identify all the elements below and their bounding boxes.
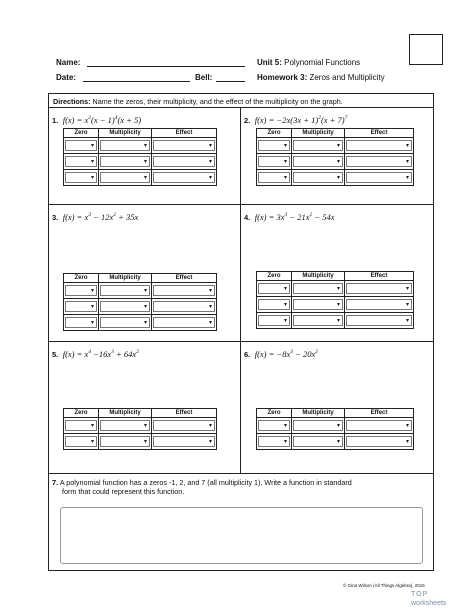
effect-dropdown[interactable]: ▾ xyxy=(153,301,215,312)
zero-dropdown[interactable]: ▾ xyxy=(65,285,97,296)
zero-dropdown[interactable]: ▾ xyxy=(258,315,290,326)
copyright: © Gina Wilson (All Things Algebra), 2015 xyxy=(343,583,425,588)
effect-dropdown[interactable]: ▾ xyxy=(346,156,412,167)
col-multiplicity: Multiplicity xyxy=(292,409,345,418)
zero-dropdown[interactable]: ▾ xyxy=(258,172,290,183)
effect-dropdown[interactable]: ▾ xyxy=(346,172,412,183)
divider xyxy=(48,107,434,108)
column-divider xyxy=(240,107,241,473)
problem-2-prompt: 2. $f(x) = -2x(3x + 1)^2(x + 7)^7$ xyxy=(244,115,348,125)
zero-dropdown[interactable]: ▾ xyxy=(258,436,290,447)
effect-dropdown[interactable]: ▾ xyxy=(153,285,215,296)
col-multiplicity: Multiplicity xyxy=(292,272,345,281)
multiplicity-dropdown[interactable]: ▾ xyxy=(100,156,150,167)
effect-dropdown[interactable]: ▾ xyxy=(346,140,412,151)
table-row xyxy=(257,170,414,186)
multiplicity-dropdown[interactable]: ▾ xyxy=(100,420,150,431)
col-zero: Zero xyxy=(257,272,292,281)
col-zero: Zero xyxy=(257,409,292,418)
col-zero: Zero xyxy=(64,409,99,418)
multiplicity-dropdown[interactable]: ▾ xyxy=(100,301,150,312)
zero-dropdown[interactable]: ▾ xyxy=(258,156,290,167)
col-zero: Zero xyxy=(257,129,292,138)
problem-4-prompt: 4. $f(x) = 3x^3 - 21x^2 - 54x$ xyxy=(244,212,335,222)
zero-dropdown[interactable]: ▾ xyxy=(65,317,97,328)
col-multiplicity: Multiplicity xyxy=(99,129,152,138)
effect-dropdown[interactable]: ▾ xyxy=(346,315,412,326)
multiplicity-dropdown[interactable]: ▾ xyxy=(100,317,150,328)
zero-dropdown[interactable]: ▾ xyxy=(258,283,290,294)
table-row xyxy=(64,434,217,450)
zero-dropdown[interactable]: ▾ xyxy=(65,156,97,167)
col-effect: Effect xyxy=(152,129,217,138)
date-label: Date: xyxy=(56,73,77,82)
table-row xyxy=(257,297,414,313)
problem-1-table xyxy=(63,128,217,186)
effect-dropdown[interactable]: ▾ xyxy=(346,283,412,294)
multiplicity-dropdown[interactable]: ▾ xyxy=(293,299,343,310)
multiplicity-dropdown[interactable]: ▾ xyxy=(293,283,343,294)
col-effect: Effect xyxy=(345,272,414,281)
directions: Directions: Name the zeros, their multiplicity, and the effect of the multiplicity on the graph. xyxy=(53,97,343,106)
score-box xyxy=(409,34,443,65)
effect-dropdown[interactable]: ▾ xyxy=(346,436,412,447)
table-row xyxy=(64,170,217,186)
problem-4-table xyxy=(256,271,414,329)
unit-title: Unit 5: Polynomial Functions xyxy=(257,58,361,67)
table-row xyxy=(257,138,414,154)
col-multiplicity: Multiplicity xyxy=(99,274,152,283)
problem-6-table xyxy=(256,408,414,450)
effect-dropdown[interactable]: ▾ xyxy=(346,299,412,310)
watermark-top: TOP xyxy=(411,591,429,598)
problem-5-table xyxy=(63,408,217,450)
divider xyxy=(48,341,434,342)
col-effect: Effect xyxy=(152,409,217,418)
table-row xyxy=(64,299,217,315)
table-row xyxy=(64,283,217,299)
col-multiplicity: Multiplicity xyxy=(292,129,345,138)
effect-dropdown[interactable]: ▾ xyxy=(153,420,215,431)
bell-label: Bell: xyxy=(195,73,213,82)
col-zero: Zero xyxy=(64,274,99,283)
table-row xyxy=(64,315,217,331)
homework-title: Homework 3: Zeros and Multiplicity xyxy=(257,73,385,82)
effect-dropdown[interactable]: ▾ xyxy=(153,140,215,151)
problem-3-prompt: 3. $f(x) = x^3 - 12x^2 + 35x$ xyxy=(52,212,139,222)
multiplicity-dropdown[interactable]: ▾ xyxy=(293,436,343,447)
divider xyxy=(48,473,434,474)
multiplicity-dropdown[interactable]: ▾ xyxy=(293,315,343,326)
table-row xyxy=(64,154,217,170)
zero-dropdown[interactable]: ▾ xyxy=(65,140,97,151)
problem-2-table xyxy=(256,128,414,186)
zero-dropdown[interactable]: ▾ xyxy=(65,172,97,183)
table-row xyxy=(64,418,217,434)
watermark-bottom: worksheets xyxy=(411,600,447,607)
table-row xyxy=(257,281,414,297)
table-row xyxy=(257,154,414,170)
col-effect: Effect xyxy=(152,274,217,283)
problem-5-prompt: 5. $f(x) = x^4 -16x^3 + 64x^2$ xyxy=(52,349,139,359)
zero-dropdown[interactable]: ▾ xyxy=(65,436,97,447)
table-row xyxy=(257,418,414,434)
zero-dropdown[interactable]: ▾ xyxy=(65,301,97,312)
problem-6-prompt: 6. $f(x) = -8x^3 - 20x^2$ xyxy=(244,349,319,359)
col-effect: Effect xyxy=(345,129,414,138)
problem-1-prompt: 1. $f(x) = x^2(x - 1)^4(x + 5)$ xyxy=(52,115,142,125)
effect-dropdown[interactable]: ▾ xyxy=(153,156,215,167)
zero-dropdown[interactable]: ▾ xyxy=(258,420,290,431)
table-row xyxy=(257,434,414,450)
col-multiplicity: Multiplicity xyxy=(99,409,152,418)
zero-dropdown[interactable]: ▾ xyxy=(65,420,97,431)
table-row xyxy=(64,138,217,154)
multiplicity-dropdown[interactable]: ▾ xyxy=(100,172,150,183)
divider xyxy=(48,204,434,205)
problem-3-table xyxy=(63,273,217,331)
effect-dropdown[interactable]: ▾ xyxy=(346,420,412,431)
problem-7-prompt: 7. A polynomial function has a zeros -1, 2, and 7 (all multiplicity 1). Write a function in standard form that could represent this function. xyxy=(52,478,352,496)
date-field[interactable] xyxy=(83,81,190,82)
problem-7-answer-box[interactable] xyxy=(60,507,423,564)
name-field[interactable] xyxy=(87,66,245,67)
zero-dropdown[interactable]: ▾ xyxy=(258,299,290,310)
table-row xyxy=(257,313,414,329)
multiplicity-dropdown[interactable]: ▾ xyxy=(293,140,343,151)
name-label: Name: xyxy=(56,58,81,67)
effect-dropdown[interactable]: ▾ xyxy=(153,317,215,328)
multiplicity-dropdown[interactable]: ▾ xyxy=(100,436,150,447)
multiplicity-dropdown[interactable]: ▾ xyxy=(293,172,343,183)
multiplicity-dropdown[interactable]: ▾ xyxy=(100,140,150,151)
bell-field[interactable] xyxy=(216,81,245,82)
zero-dropdown[interactable]: ▾ xyxy=(258,140,290,151)
multiplicity-dropdown[interactable]: ▾ xyxy=(100,285,150,296)
col-effect: Effect xyxy=(345,409,414,418)
effect-dropdown[interactable]: ▾ xyxy=(153,436,215,447)
multiplicity-dropdown[interactable]: ▾ xyxy=(293,156,343,167)
col-zero: Zero xyxy=(64,129,99,138)
multiplicity-dropdown[interactable]: ▾ xyxy=(293,420,343,431)
effect-dropdown[interactable]: ▾ xyxy=(153,172,215,183)
